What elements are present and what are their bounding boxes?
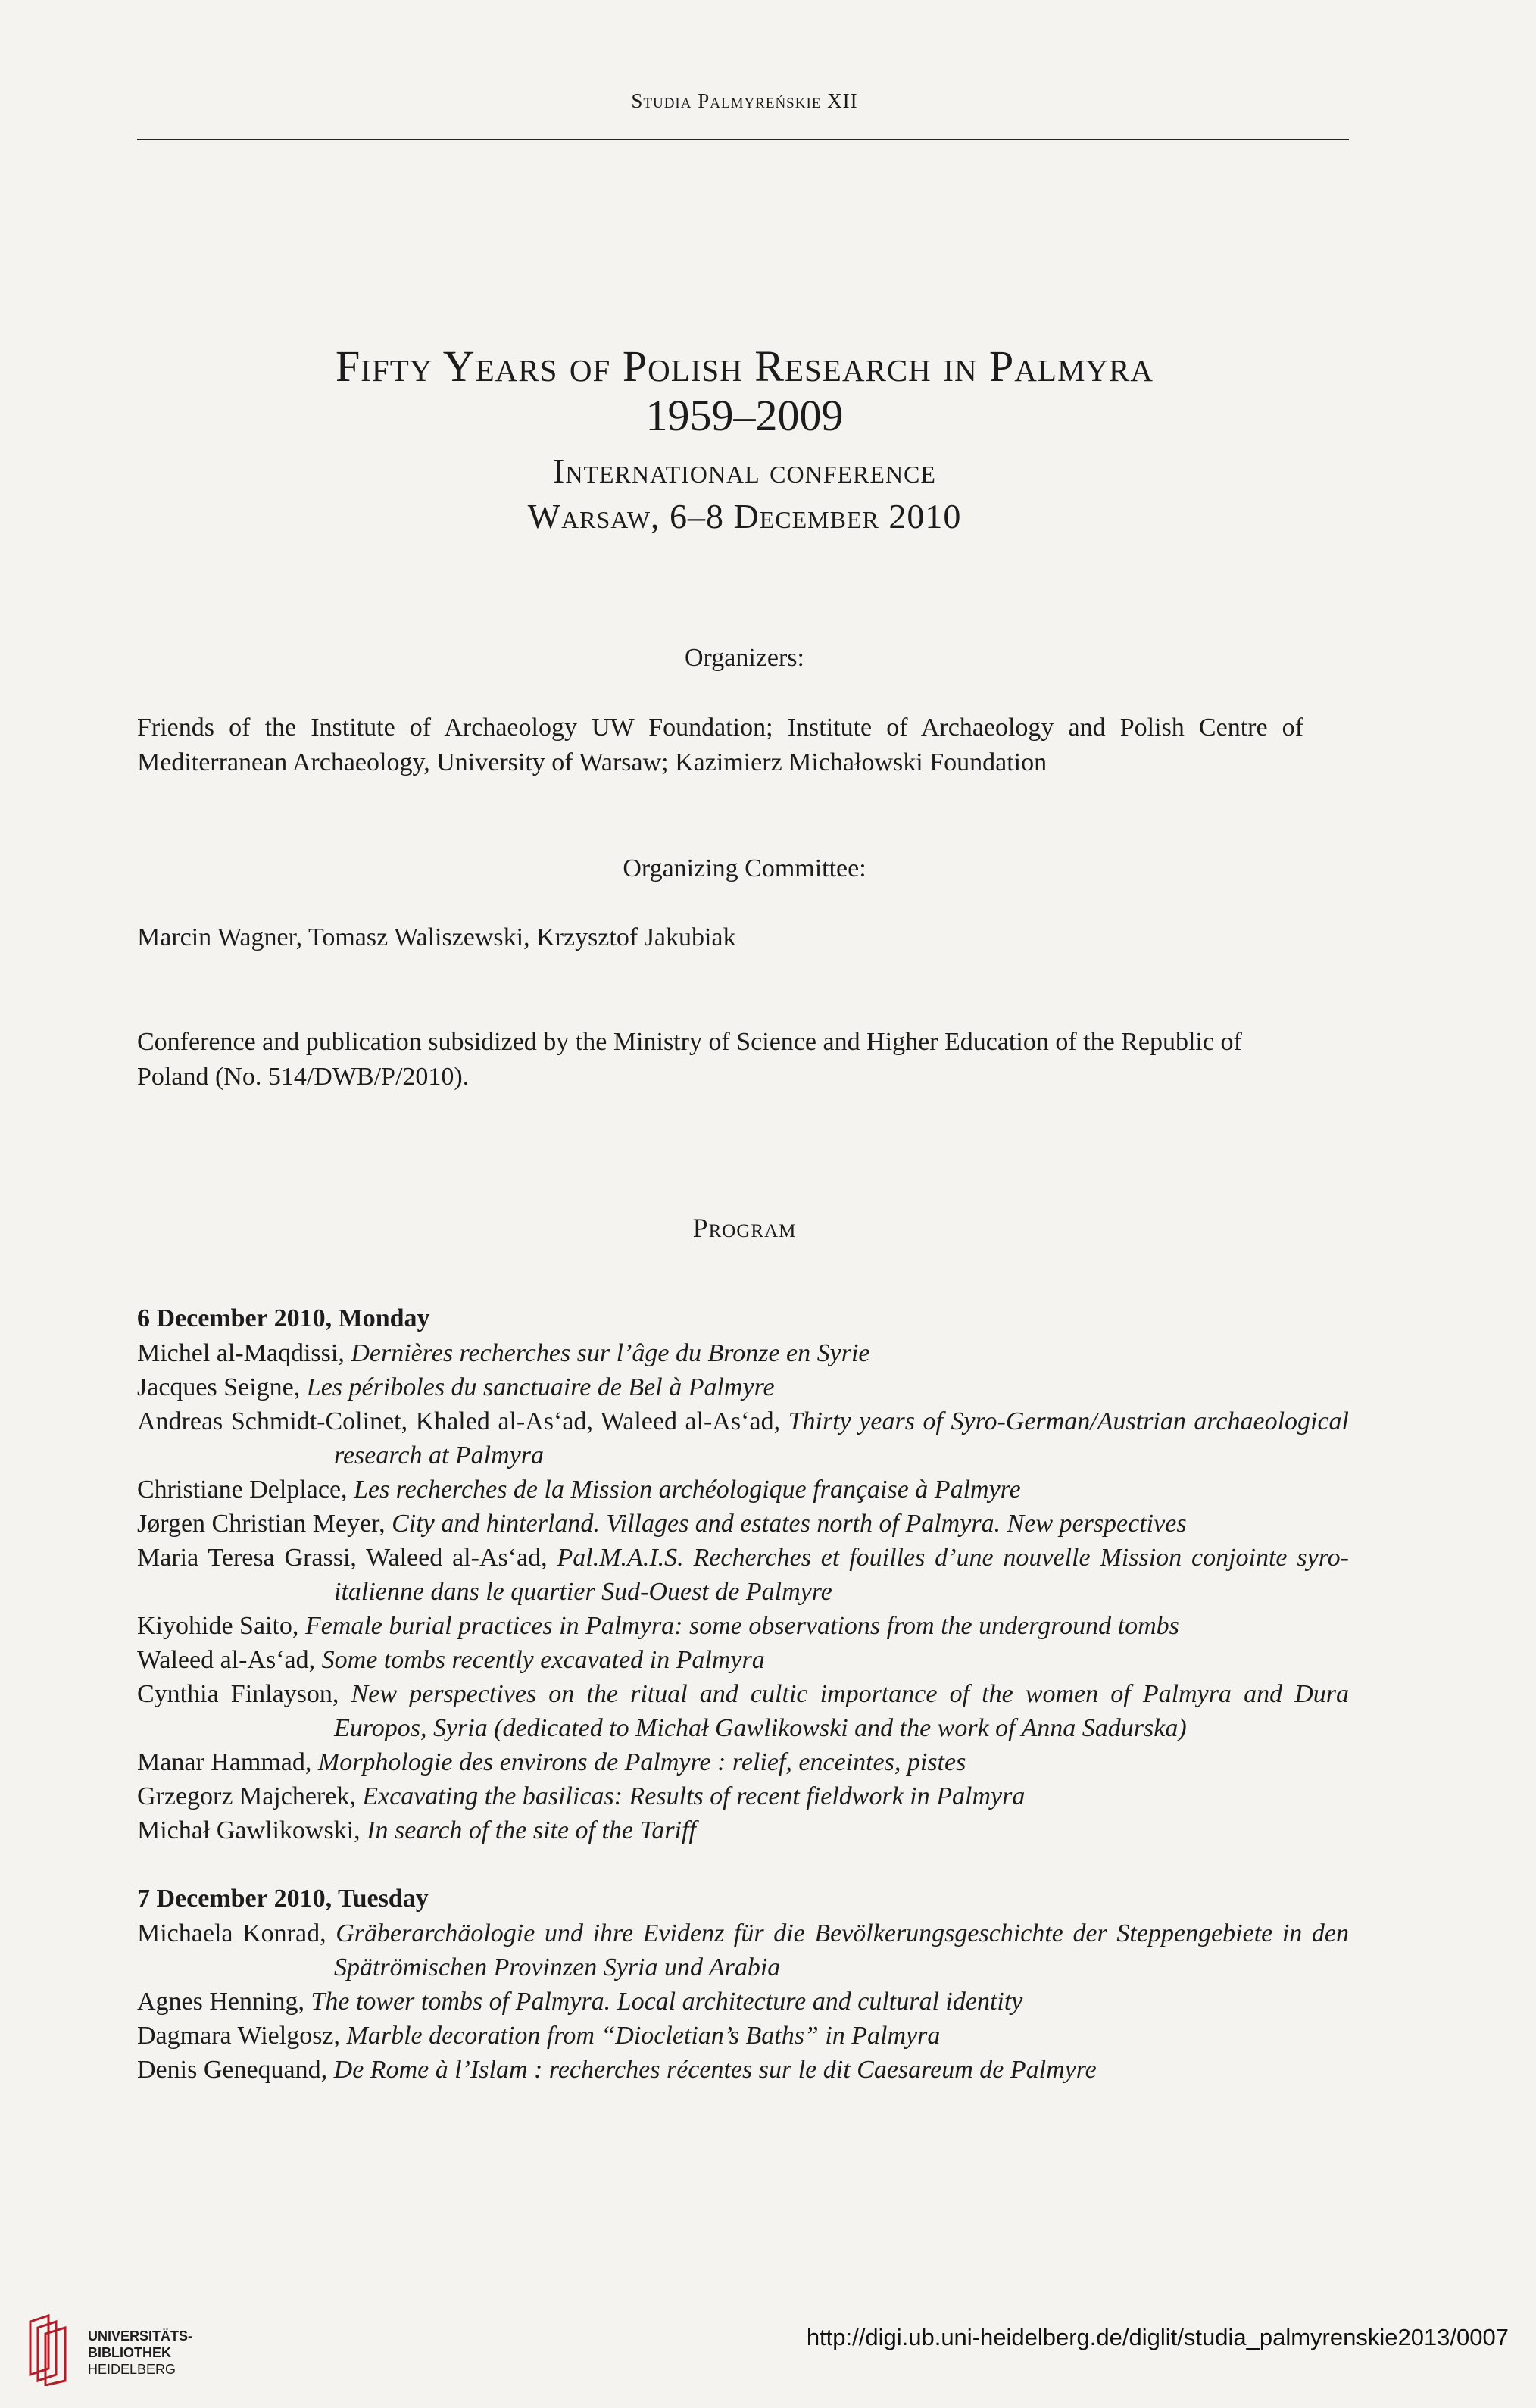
entry-title: Thirty years of Syro-German/Austrian archaeological research at Palmyra xyxy=(334,1407,1349,1469)
program-entry xyxy=(137,1677,1349,1745)
entry-author: Michał Gawlikowski, xyxy=(137,1816,367,1844)
running-header: Studia Palmyreńskie XII xyxy=(631,89,858,112)
source-url[interactable]: http://digi.ub.uni-heidelberg.de/diglit/studia_palmyrenskie2013/0007 xyxy=(806,2324,1509,2350)
title-years: 1959–2009 xyxy=(645,391,844,440)
entry-title: Pal.M.A.I.S. Recherches et fouilles d’une nouvelle Mission conjointe syro-italienne dans le quartier Sud-Ouest de Palmyre xyxy=(334,1544,1349,1606)
day-heading: 6 December 2010, Monday xyxy=(137,1304,430,1332)
program-entry xyxy=(137,1541,1349,1609)
program-day xyxy=(137,1882,1349,2087)
library-name-line: UNIVERSITÄTS- xyxy=(88,2328,193,2344)
entry-author: Waleed al-As‘ad, xyxy=(137,1646,322,1674)
header-rule xyxy=(137,139,1349,140)
program-entry xyxy=(137,1779,1349,1813)
entry-author: Dagmara Wielgosz, xyxy=(137,2022,347,2050)
program-entry xyxy=(137,1745,1349,1779)
program-entry xyxy=(137,1985,1349,2019)
organizers-heading: Organizers: xyxy=(685,644,804,672)
conference-place-date: Warsaw, 6–8 December 2010 xyxy=(527,497,962,536)
entry-author: Christiane Delplace, xyxy=(137,1476,354,1504)
library-name-line: HEIDELBERG xyxy=(88,2362,176,2377)
program-entry xyxy=(137,1404,1349,1473)
entry-author: Michaela Konrad, xyxy=(137,1919,336,1947)
entry-author: Jørgen Christian Meyer, xyxy=(137,1510,392,1538)
program-entry xyxy=(137,1473,1349,1507)
entry-title: Some tombs recently excavated in Palmyra xyxy=(321,1646,765,1674)
entry-author: Manar Hammad, xyxy=(137,1748,318,1776)
entry-title: City and hinterland. Villages and estates north of Palmyra. New perspectives xyxy=(392,1510,1187,1538)
committee-heading: Organizing Committee: xyxy=(623,854,866,882)
entry-author: Jacques Seigne, xyxy=(137,1373,307,1401)
library-name-line: BIBLIOTHEK xyxy=(88,2345,171,2360)
library-name xyxy=(88,2328,239,2378)
program-entry xyxy=(137,1370,1349,1404)
day-heading: 7 December 2010, Tuesday xyxy=(137,1885,429,1913)
entry-title: Les périboles du sanctuaire de Bel à Palmyre xyxy=(306,1373,775,1401)
program-entry xyxy=(137,2053,1349,2087)
entry-title: Gräberarchäologie und ihre Evidenz für die Bevölkerungsgeschichte der Steppengebiete in den Spätrömischen Provinzen Syria und Arabia xyxy=(334,1919,1349,1982)
entry-author: Denis Genequand, xyxy=(137,2056,334,2084)
program-entry xyxy=(137,1336,1349,1370)
entry-title: Les recherches de la Mission archéologique française à Palmyre xyxy=(354,1476,1021,1504)
entry-title: In search of the site of the Tariff xyxy=(367,1816,696,1844)
entry-title: The tower tombs of Palmyra. Local architecture and cultural identity xyxy=(311,1988,1023,2016)
entry-title: Female burial practices in Palmyra: some observations from the underground tombs xyxy=(304,1612,1179,1640)
entry-title: New perspectives on the ritual and cultic importance of the women of Palmyra and Dura Europos, Syria (dedicated to Michał Gawlikowski and the work of Anna Sadurska) xyxy=(334,1680,1349,1742)
entry-author: Andreas Schmidt-Colinet, Khaled al-As‘ad, Waleed al-As‘ad, xyxy=(137,1407,788,1435)
entry-author: Cynthia Finlayson, xyxy=(137,1680,351,1708)
program-day xyxy=(137,1301,1349,1847)
program-entry xyxy=(137,1507,1349,1541)
entry-title: Morphologie des environs de Palmyre : relief, enceintes, pistes xyxy=(317,1748,966,1776)
committee-text: Marcin Wagner, Tomasz Waliszewski, Krzysztof Jakubiak xyxy=(137,923,736,951)
entry-title: Excavating the basilicas: Results of recent fieldwork in Palmyra xyxy=(362,1782,1026,1810)
conference-subtitle: International conference xyxy=(553,451,936,490)
program-entry xyxy=(137,1916,1349,1985)
program-entry xyxy=(137,2019,1349,2053)
entry-title: Dernières recherches sur l’âge du Bronze en Syrie xyxy=(351,1339,870,1367)
subsidy-note: Conference and publication subsidized by the Ministry of Science and Higher Education of the Republic of Poland (No. 514/DWB/P/2010). xyxy=(137,1028,1242,1091)
entry-author: Kiyohide Saito, xyxy=(137,1612,305,1640)
entry-author: Michel al-Maqdissi, xyxy=(137,1339,351,1367)
program-entry xyxy=(137,1609,1349,1643)
entry-author: Agnes Henning, xyxy=(137,1988,311,2016)
entry-title: De Rome à l’Islam : recherches récentes sur le dit Caesareum de Palmyre xyxy=(333,2056,1097,2084)
page-title: Fifty Years of Polish Research in Palmyra xyxy=(336,342,1154,391)
program-entry xyxy=(137,1643,1349,1677)
program-heading: Program xyxy=(692,1213,797,1243)
entry-title: Marble decoration from “Diocletian’s Baths” in Palmyra xyxy=(346,2022,941,2050)
entry-author: Maria Teresa Grassi, Waleed al-As‘ad, xyxy=(137,1544,557,1572)
digitization-footer xyxy=(0,2314,1536,2408)
organizers-text: Friends of the Institute of Archaeology UW Foundation; Institute of Archaeology and Polish Centre of Mediterranean Archaeology, University of Warsaw; Kazimierz Michałowski Foundation xyxy=(137,714,1303,776)
entry-author: Grzegorz Majcherek, xyxy=(137,1782,363,1810)
program-entry xyxy=(137,1813,1349,1847)
library-logo-icon xyxy=(27,2314,70,2386)
